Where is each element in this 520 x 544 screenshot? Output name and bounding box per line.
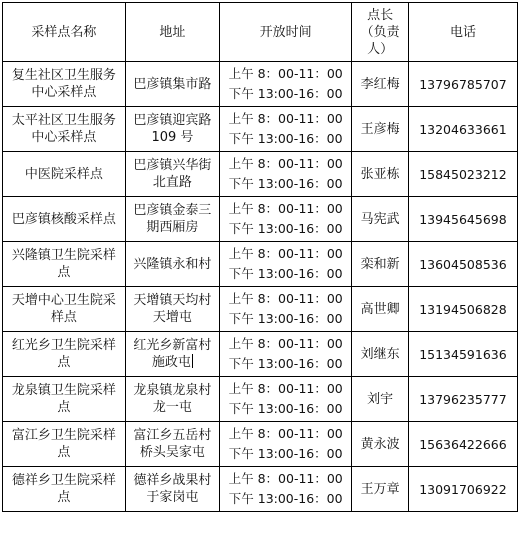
site-name-cell	[3, 332, 126, 377]
hours-cell	[220, 287, 352, 332]
phone-number: 13796235777	[419, 391, 507, 407]
table-row	[3, 377, 518, 422]
address-cell	[125, 377, 219, 422]
afternoon-hours: 下午 13:00-16：00	[228, 356, 343, 371]
address-cell	[125, 332, 219, 377]
phone-cell	[408, 242, 517, 287]
site-name-cell	[3, 467, 126, 512]
phone-cell	[408, 377, 517, 422]
site-name: 中医院采样点	[24, 166, 103, 182]
phone-number: 13945645698	[419, 211, 507, 227]
header-person: 点长（负责人）	[352, 3, 409, 62]
person-cell	[352, 242, 409, 287]
hours-cell	[220, 107, 352, 152]
afternoon-hours: 下午 13:00-16：00	[228, 86, 343, 101]
address: 巴彦镇金泰三期西厢房	[133, 203, 212, 235]
phone-cell	[408, 422, 517, 467]
site-name-cell	[3, 287, 126, 332]
hours-cell	[220, 62, 352, 107]
morning-hours: 上午 8：00-11：00	[228, 426, 343, 441]
person-cell	[352, 377, 409, 422]
person-cell	[352, 107, 409, 152]
hours-cell	[220, 332, 352, 377]
table-row	[3, 62, 518, 107]
phone-number: 13194506828	[419, 301, 507, 317]
person-name: 刘宇	[367, 391, 394, 407]
header-site-name: 采样点名称	[3, 3, 126, 62]
table-row	[3, 467, 518, 512]
person-name: 王彦梅	[360, 121, 400, 137]
phone-number: 13091706922	[419, 481, 507, 497]
afternoon-hours: 下午 13:00-16：00	[228, 131, 343, 146]
table-row	[3, 422, 518, 467]
phone-cell	[408, 287, 517, 332]
address-cell	[125, 287, 219, 332]
table-row	[3, 332, 518, 377]
table-row	[3, 242, 518, 287]
phone-cell	[408, 107, 517, 152]
morning-hours: 上午 8：00-11：00	[228, 246, 343, 261]
afternoon-hours: 下午 13:00-16：00	[228, 446, 343, 461]
site-name-cell	[3, 197, 126, 242]
header-phone: 电话	[408, 3, 517, 62]
phone-number: 15636422666	[419, 436, 507, 452]
site-name-cell	[3, 242, 126, 287]
header-hours: 开放时间	[220, 3, 352, 62]
address-cell	[125, 62, 219, 107]
afternoon-hours: 下午 13:00-16：00	[228, 221, 343, 236]
phone-number: 13604508536	[419, 256, 507, 272]
site-name-cell	[3, 377, 126, 422]
address-cell	[125, 422, 219, 467]
morning-hours: 上午 8：00-11：00	[228, 111, 343, 126]
person-name: 栾和新	[360, 256, 400, 272]
morning-hours: 上午 8：00-11：00	[228, 291, 343, 306]
hours-cell	[220, 467, 352, 512]
address-cell	[125, 197, 219, 242]
site-name: 红光乡卫生院采样点	[11, 338, 116, 370]
address: 巴彦镇兴华街北直路	[133, 158, 212, 190]
afternoon-hours: 下午 13:00-16：00	[228, 266, 343, 281]
person-name: 张亚栋	[360, 166, 400, 182]
person-cell	[352, 62, 409, 107]
morning-hours: 上午 8：00-11：00	[228, 471, 343, 486]
hours-cell	[220, 377, 352, 422]
site-name-cell	[3, 62, 126, 107]
address: 巴彦镇迎宾路 109 号	[133, 113, 212, 145]
address: 龙泉镇龙泉村龙一屯	[133, 383, 212, 415]
person-name: 王万章	[360, 481, 400, 497]
afternoon-hours: 下午 13:00-16：00	[228, 311, 343, 326]
site-name: 德祥乡卫生院采样点	[11, 473, 116, 505]
afternoon-hours: 下午 13:00-16：00	[228, 176, 343, 191]
morning-hours: 上午 8：00-11：00	[228, 201, 343, 216]
site-name: 天增中心卫生院采样点	[11, 293, 116, 325]
hours-cell	[220, 422, 352, 467]
address: 德祥乡战果村于家岗屯	[133, 473, 212, 505]
person-name: 李红梅	[360, 76, 400, 92]
phone-cell	[408, 332, 517, 377]
hours-cell	[220, 197, 352, 242]
site-name: 富江乡卫生院采样点	[11, 428, 116, 460]
table-row	[3, 287, 518, 332]
sampling-sites-table	[2, 2, 518, 512]
phone-number: 15845023212	[419, 166, 507, 182]
phone-cell	[408, 467, 517, 512]
site-name-cell	[3, 422, 126, 467]
morning-hours: 上午 8：00-11：00	[228, 66, 343, 81]
person-name: 高世卿	[360, 301, 400, 317]
person-name: 刘继东	[360, 346, 400, 362]
afternoon-hours: 下午 13:00-16：00	[228, 401, 343, 416]
address: 天增镇天均村天增屯	[133, 293, 212, 325]
morning-hours: 上午 8：00-11：00	[228, 336, 343, 351]
table-row	[3, 152, 518, 197]
person-cell	[352, 197, 409, 242]
site-name: 兴隆镇卫生院采样点	[11, 248, 116, 280]
site-name-cell	[3, 107, 126, 152]
address-cell	[125, 242, 219, 287]
morning-hours: 上午 8：00-11：00	[228, 381, 343, 396]
site-name: 复生社区卫生服务中心采样点	[11, 68, 116, 100]
address-cell	[125, 107, 219, 152]
address-cell	[125, 467, 219, 512]
site-name: 巴彦镇核酸采样点	[11, 211, 116, 227]
text-cursor	[192, 354, 193, 368]
phone-number: 13796785707	[419, 76, 507, 92]
hours-cell	[220, 152, 352, 197]
person-cell	[352, 467, 409, 512]
afternoon-hours: 下午 13:00-16：00	[228, 491, 343, 506]
person-name: 黄永波	[360, 436, 400, 452]
phone-cell	[408, 152, 517, 197]
person-cell	[352, 332, 409, 377]
address: 兴隆镇永和村	[133, 256, 212, 272]
address: 富江乡五岳村桥头吴家屯	[133, 428, 212, 460]
site-name: 龙泉镇卫生院采样点	[11, 383, 116, 415]
site-name-cell	[3, 152, 126, 197]
phone-cell	[408, 197, 517, 242]
morning-hours: 上午 8：00-11：00	[228, 156, 343, 171]
table-header-row	[3, 3, 518, 62]
phone-number: 13204633661	[419, 121, 507, 137]
address: 红光乡新富村施政屯	[133, 338, 212, 370]
phone-number: 15134591636	[419, 346, 507, 362]
site-name: 太平社区卫生服务中心采样点	[11, 113, 116, 145]
person-cell	[352, 287, 409, 332]
person-name: 马宪武	[360, 211, 400, 227]
phone-cell	[408, 62, 517, 107]
person-cell	[352, 152, 409, 197]
header-address: 地址	[125, 3, 219, 62]
table-row	[3, 107, 518, 152]
person-cell	[352, 422, 409, 467]
hours-cell	[220, 242, 352, 287]
table-row	[3, 197, 518, 242]
address-cell	[125, 152, 219, 197]
address: 巴彦镇集市路	[133, 76, 212, 92]
